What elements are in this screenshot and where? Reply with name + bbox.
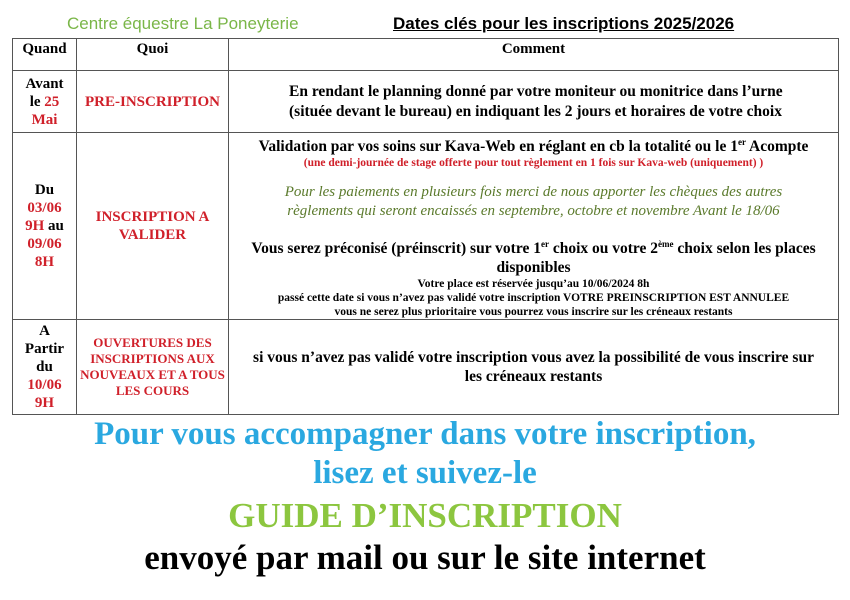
- header-quoi: Quoi: [77, 39, 229, 71]
- row2-comment: Validation par vos soins sur Kava-Web en réglant en cb la totalité ou le 1er Acompte (une demi-journée de stage offerte pour tout règlement en 1 fois sur Kava-web (uniquement) ) Pour les paiements en plusieurs fois merci de nous apporter les chèques des autres règlements qui seront encaissés en septembre, octobre et novembre Avant le 18/06 Vous serez préconisé (préinscrit) sur votre 1er choix ou votre 2ème choix selon les places disponibles Votre place est réservée jusqu’au 10/06/2024 8h passé cette date si vous n’avez pas validé votre inscription VOTRE PREINSCRIPTION EST ANNULEE vous ne serez plus prioritaire vous pourrez vous inscrire sur les créneaux restants: [229, 133, 839, 320]
- page-header: [0, 14, 850, 38]
- row3-quoi: OUVERTURES DES INSCRIPTIONS AUX NOUVEAUX ET A TOUS LES COURS: [77, 320, 229, 415]
- footer-line-2: lisez et suivez-le: [313, 455, 537, 491]
- row3-quand: A Partir du 10/06 9H: [13, 320, 77, 415]
- row3-comment: si vous n’avez pas validé votre inscription vous avez la possibilité de vous inscrire sur les créneaux restants: [229, 320, 839, 415]
- footer-line-4: envoyé par mail ou sur le site internet: [144, 538, 706, 577]
- table-row-ouvertures: [13, 320, 839, 415]
- header-quand: Quand: [13, 39, 77, 71]
- footer-guide-title: GUIDE D’INSCRIPTION: [228, 496, 622, 535]
- row1-quoi: PRE-INSCRIPTION: [77, 71, 229, 133]
- footer-line-1: Pour vous accompagner dans votre inscription,: [94, 416, 756, 452]
- table-header-row: [13, 39, 839, 71]
- key-dates-table: [12, 38, 839, 415]
- row1-quand: Avant le 25 Mai: [13, 71, 77, 133]
- table-row-preinscription: [13, 71, 839, 133]
- row2-quoi: INSCRIPTION A VALIDER: [77, 133, 229, 320]
- row1-comment: En rendant le planning donné par votre moniteur ou monitrice dans l’urne (située devant le bureau) en indiquant les 2 jours et horaires de votre choix: [229, 71, 839, 133]
- table-row-inscription-a-valider: [13, 133, 839, 320]
- organization-name: Centre équestre La Poneyterie: [67, 14, 299, 33]
- header-comment: Comment: [229, 39, 839, 71]
- document-title: Dates clés pour les inscriptions 2025/2026: [393, 14, 735, 33]
- row2-quand: Du 03/06 9H au 09/06 8H: [13, 133, 77, 320]
